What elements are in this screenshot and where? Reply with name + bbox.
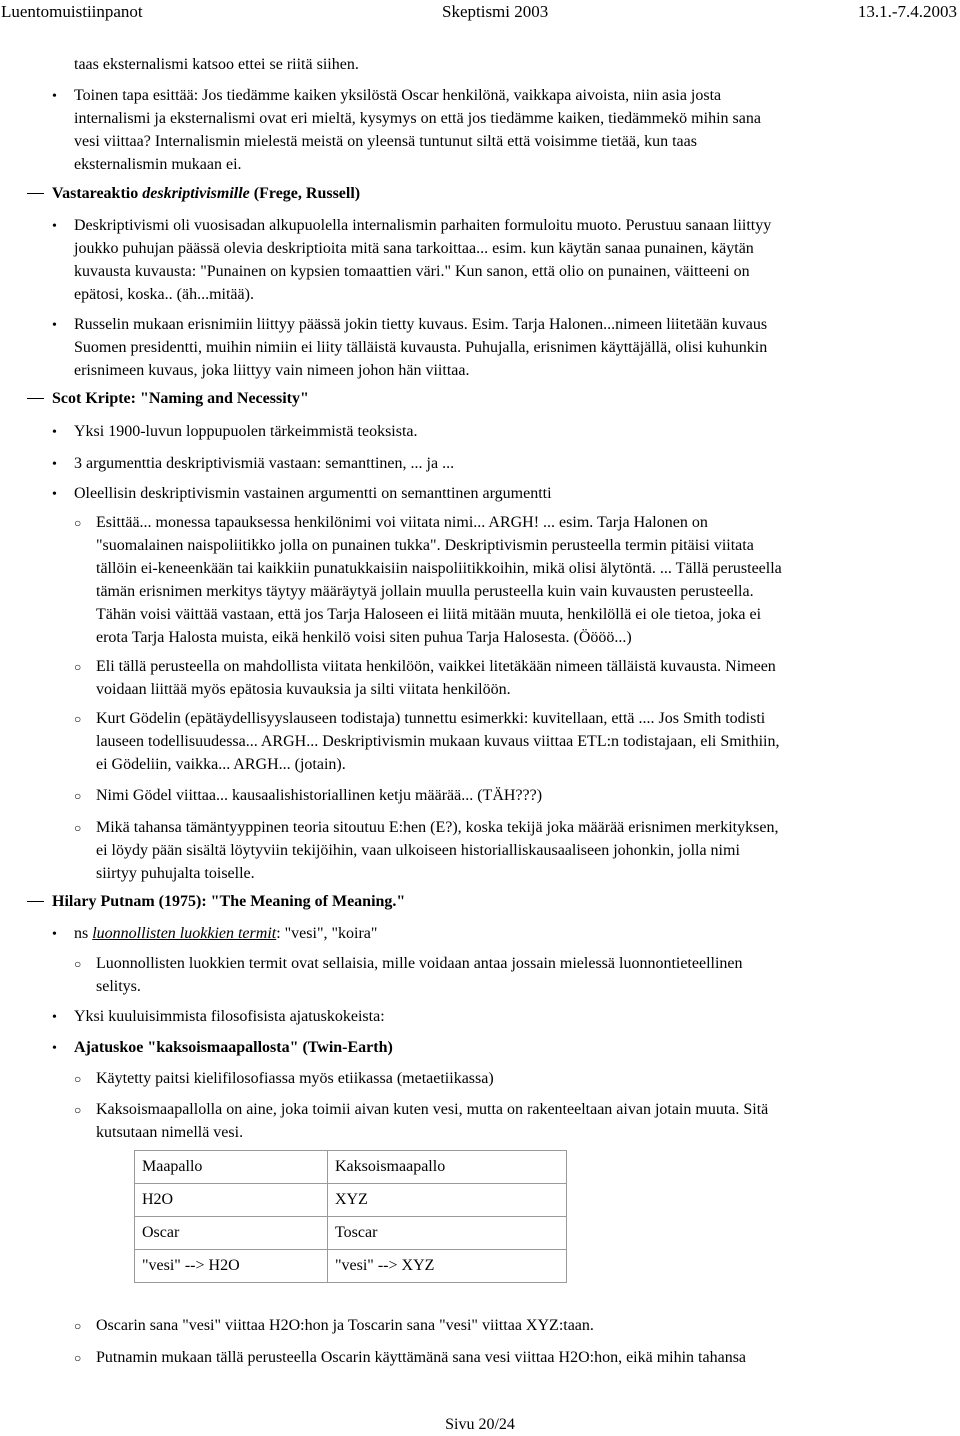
bullet-icon: • bbox=[52, 318, 57, 333]
text-line: Suomen presidentti, muihin nimiin ei liity tälläistä kuvausta. Puhujalla, erisnimen käyttäjällä, olisi kuhunkin bbox=[74, 339, 768, 356]
text-line: Yksi 1900-luvun loppupuolen tärkeimmistä teoksista. bbox=[74, 423, 418, 440]
text-line: Yksi kuuluisimmista filosofisista ajatuskokeista: bbox=[74, 1008, 385, 1025]
circle-bullet-icon: ○ bbox=[74, 821, 82, 835]
text-line: vesi viittaa? Internalismin mielestä meistä on yleensä tuntunut siltä että voisimme tietää, kun taas bbox=[74, 133, 697, 150]
text-line: erisnimeen kuvaus, joka liittyy vain nimeen johon hän viittaa. bbox=[74, 362, 470, 379]
circle-bullet-icon: ○ bbox=[74, 1072, 82, 1086]
text-line: ei Gödeliin, vaikka... ARGH... (jotain). bbox=[96, 756, 346, 773]
bullet-icon: • bbox=[52, 487, 57, 502]
table-row bbox=[135, 1217, 567, 1250]
bullet-icon: • bbox=[52, 425, 57, 440]
table-cell: Kaksoismaapallo bbox=[328, 1151, 567, 1184]
bullet-icon: • bbox=[52, 1010, 57, 1025]
header-title: Skeptismi 2003 bbox=[442, 2, 549, 21]
text-line: kutsutaan nimellä vesi. bbox=[96, 1124, 244, 1141]
table-cell: Toscar bbox=[328, 1217, 567, 1250]
circle-bullet-icon: ○ bbox=[74, 712, 82, 726]
text-line: Mikä tahansa tämäntyyppinen teoria sitoutuu E:hen (E?), koska tekijä joka määrää erisnimen merkityksen, bbox=[96, 819, 779, 836]
header-dates: 13.1.-7.4.2003 bbox=[857, 2, 957, 21]
text-line: Nimi Gödel viittaa... kausaalishistoriallinen ketju määrää... (TÄH???) bbox=[96, 787, 543, 804]
text-line: Putnamin mukaan tällä perusteella Oscarin käyttämänä sana vesi viittaa H2O:hon, eikä mihin tahansa bbox=[96, 1349, 747, 1366]
text-line: joukko puhujan päässä olevia deskriptioita mitä sana tarkoittaa... esim. kun käytän sanaa punainen, käytän bbox=[74, 240, 754, 257]
table-cell: H2O bbox=[135, 1184, 328, 1217]
text-line: "suomalainen naispoliitikko jolla on punainen tukka". Deskriptivismin perusteella termin pitäisi viitata bbox=[96, 537, 754, 554]
page-header bbox=[0, 0, 960, 26]
circle-bullet-icon: ○ bbox=[74, 957, 82, 971]
table-cell: Maapallo bbox=[135, 1151, 328, 1184]
section-heading: Hilary Putnam (1975): "The Meaning of Meaning." bbox=[52, 893, 406, 910]
text-line: Deskriptivismi oli vuosisadan alkupuolella internalismin parhaiten formuloitu muoto. Perustuu sanaan liittyy bbox=[74, 217, 772, 234]
dash-icon bbox=[27, 901, 44, 902]
table-row bbox=[135, 1250, 567, 1283]
text-line: tämän erisnimen merkitys täytyy määräytyä jollain muulla perusteella kuin vain kuvausten perusteella. bbox=[96, 583, 754, 600]
table-row bbox=[135, 1151, 567, 1184]
text-line: 3 argumenttia deskriptivismiä vastaan: semanttinen, ... ja ... bbox=[74, 455, 455, 472]
text-line: Kurt Gödelin (epätäydellisyyslauseen todistaja) tunnettu esimerkki: kuvitellaan, että .... Jos Smith todisti bbox=[96, 710, 766, 727]
text-line: taas eksternalismi katsoo ettei se riitä siihen. bbox=[74, 56, 359, 73]
section-heading: Scot Kripte: "Naming and Necessity" bbox=[52, 390, 309, 407]
text-line: kuvausta kuvausta: "Punainen on kypsien tomaattien väri." Kun sanon, että olio on punainen, väitteeni on bbox=[74, 263, 750, 280]
text-line: Käytetty paitsi kielifilosofiassa myös etiikassa (metaetiikassa) bbox=[96, 1070, 494, 1087]
bullet-icon: • bbox=[52, 219, 57, 234]
circle-bullet-icon: ○ bbox=[74, 1319, 82, 1333]
table-cell: "vesi" --> XYZ bbox=[328, 1250, 567, 1283]
circle-bullet-icon: ○ bbox=[74, 789, 82, 803]
text-line: Toinen tapa esittää: Jos tiedämme kaiken yksilöstä Oscar henkilönä, vaikkapa aivoista, niin asia josta bbox=[74, 87, 722, 104]
bullet-icon: • bbox=[52, 89, 57, 104]
text-line: Russelin mukaan erisnimiin liittyy päässä jokin tietty kuvaus. Esim. Tarja Halonen...nimeen liitetään kuvaus bbox=[74, 316, 768, 333]
text-line: Oleellisin deskriptivismin vastainen argumentti on semanttinen argumentti bbox=[74, 485, 552, 502]
dash-icon bbox=[27, 398, 44, 399]
text-line: Tähän voisi väittää vastaan, että jos Tarja Haloseen ei liitä mitään muuta, henkilöllä ei ole tietoa, joka ei bbox=[96, 606, 762, 623]
page-number: Sivu 20/24 bbox=[445, 1416, 515, 1433]
text-line: Ajatuskoe "kaksoismaapallosta" (Twin-Earth) bbox=[74, 1039, 393, 1056]
text-line: epätosi, koska.. (äh...mitää). bbox=[74, 286, 254, 303]
table-row bbox=[135, 1184, 567, 1217]
twin-earth-table bbox=[134, 1150, 567, 1283]
bullet-icon: • bbox=[52, 457, 57, 472]
text-line: siirtyy puhujalta toiselle. bbox=[96, 865, 255, 882]
text-line: Oscarin sana "vesi" viittaa H2O:hon ja Toscarin sana "vesi" viittaa XYZ:taan. bbox=[96, 1317, 594, 1334]
text-line: ei löydy pään sisältä löytyviin tekijöihin, vaan ulkoiseen historialliskausaaliseen johonkin, jolla nimi bbox=[96, 842, 740, 859]
text-line: erota Tarja Halosta muista, eikä henkilö voisi siten puhua Tarja Halosesta. (Öööö...) bbox=[96, 629, 632, 646]
bullet-icon: • bbox=[52, 927, 57, 942]
circle-bullet-icon: ○ bbox=[74, 1103, 82, 1117]
text-line: Eli tällä perusteella on mahdollista viitata henkilöön, vaikkei litetäkään nimeen tälläistä kuvausta. Nimeen bbox=[96, 658, 776, 675]
text-line: Esittää... monessa tapauksessa henkilönimi voi viitata nimi... ARGH! ... esim. Tarja Halonen on bbox=[96, 514, 708, 531]
circle-bullet-icon: ○ bbox=[74, 516, 82, 530]
circle-bullet-icon: ○ bbox=[74, 1351, 82, 1365]
dash-icon bbox=[27, 193, 44, 194]
text-line: lauseen todellisuudessa... ARGH... Deskriptivismin mukaan kuvaus viittaa ETL:n todistajaan, eli Smithiin, bbox=[96, 733, 780, 750]
text-line: voidaan liittää myös epätosia kuvauksia ja silti viitata henkilöön. bbox=[96, 681, 511, 698]
header-course: Luentomuistiinpanot bbox=[1, 2, 143, 21]
table-cell: Oscar bbox=[135, 1217, 328, 1250]
table-cell: "vesi" --> H2O bbox=[135, 1250, 328, 1283]
text-line: Kaksoismaapallolla on aine, joka toimii aivan kuten vesi, mutta on rakenteeltaan aivan jotain muuta. Sitä bbox=[96, 1101, 769, 1118]
section-heading: Vastareaktio deskriptivismille (Frege, Russell) bbox=[52, 185, 361, 202]
text-line: selitys. bbox=[96, 978, 141, 995]
bullet-icon: • bbox=[52, 1041, 57, 1056]
text-line: tällöin ei-keneenkään tai kaikkiin punatukkaisiin naispoliitikkoihin, mikä olisi älytöntä. ... Tällä perusteella bbox=[96, 560, 782, 577]
table-cell: XYZ bbox=[328, 1184, 567, 1217]
text-line: Luonnollisten luokkien termit ovat sellaisia, mille voidaan antaa jossain mielessä luonnontieteellinen bbox=[96, 955, 743, 972]
text-line: eksternalismin mukaan ei. bbox=[74, 156, 242, 173]
circle-bullet-icon: ○ bbox=[74, 660, 82, 674]
text-line: ns luonnollisten luokkien termit: "vesi", "koira" bbox=[74, 925, 378, 942]
text-line: internalismi ja eksternalismi ovat eri mieltä, kysymys on että jos tiedämme kaiken, tiedämmekö mihin sana bbox=[74, 110, 761, 127]
